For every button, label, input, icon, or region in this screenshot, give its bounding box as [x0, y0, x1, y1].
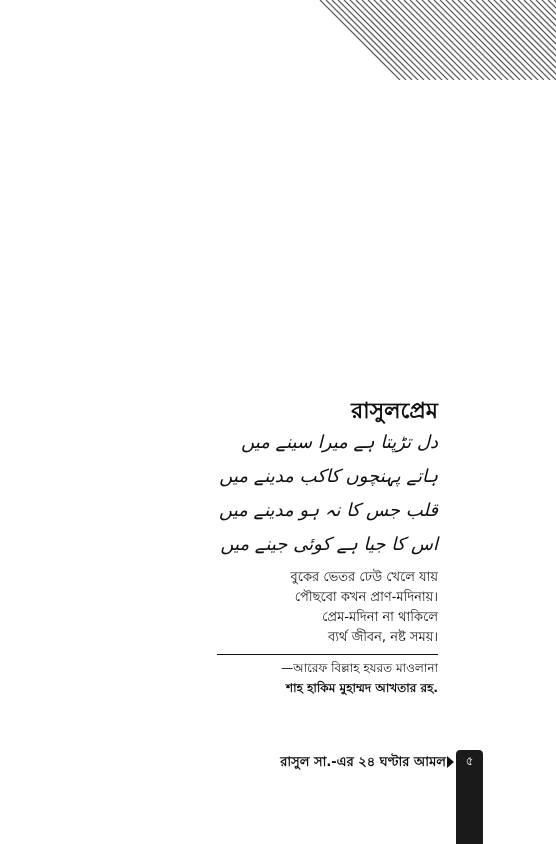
urdu-verse-line: دل تڑپتا ہے میرا سینے میں	[241, 432, 438, 453]
attribution-author: শাহ হাকিম মুহাম্মদ আখতার রহ.	[286, 681, 438, 695]
page-number-tab	[456, 750, 483, 844]
divider-rule	[217, 654, 438, 655]
page-number: ৫	[465, 754, 474, 768]
bengali-verse-line: প্রেম-মদিনা না থাকিলে	[322, 610, 438, 625]
corner-stripe-decoration	[316, 0, 556, 80]
attribution-line: —আরেফ বিল্লাহ হযরত মাওলানা	[281, 661, 438, 675]
poem-title: রাসুলপ্রেম	[351, 399, 438, 424]
urdu-verse-line: ہاتے پہنچوں کاکب مدینے میں	[219, 466, 438, 487]
play-arrow-icon	[447, 756, 454, 768]
urdu-verse-line: اس کا جیا ہے کوئی جینے میں	[220, 534, 438, 555]
bengali-verse-line: বুকের ভেতর ঢেউ খেলে যায়	[290, 570, 438, 585]
bengali-verse-line: পৌছবো কখন প্রাণ-মদিনায়।	[294, 590, 438, 605]
urdu-verse-line: قلب جس کا نہ ہو مدینے میں	[219, 500, 438, 521]
bengali-verse-line: ব্যর্থ জীবন, নষ্ট সময়।	[328, 630, 438, 645]
book-title-footer: রাসুল সা.-এর ২৪ ঘণ্টার আমল	[280, 755, 446, 770]
